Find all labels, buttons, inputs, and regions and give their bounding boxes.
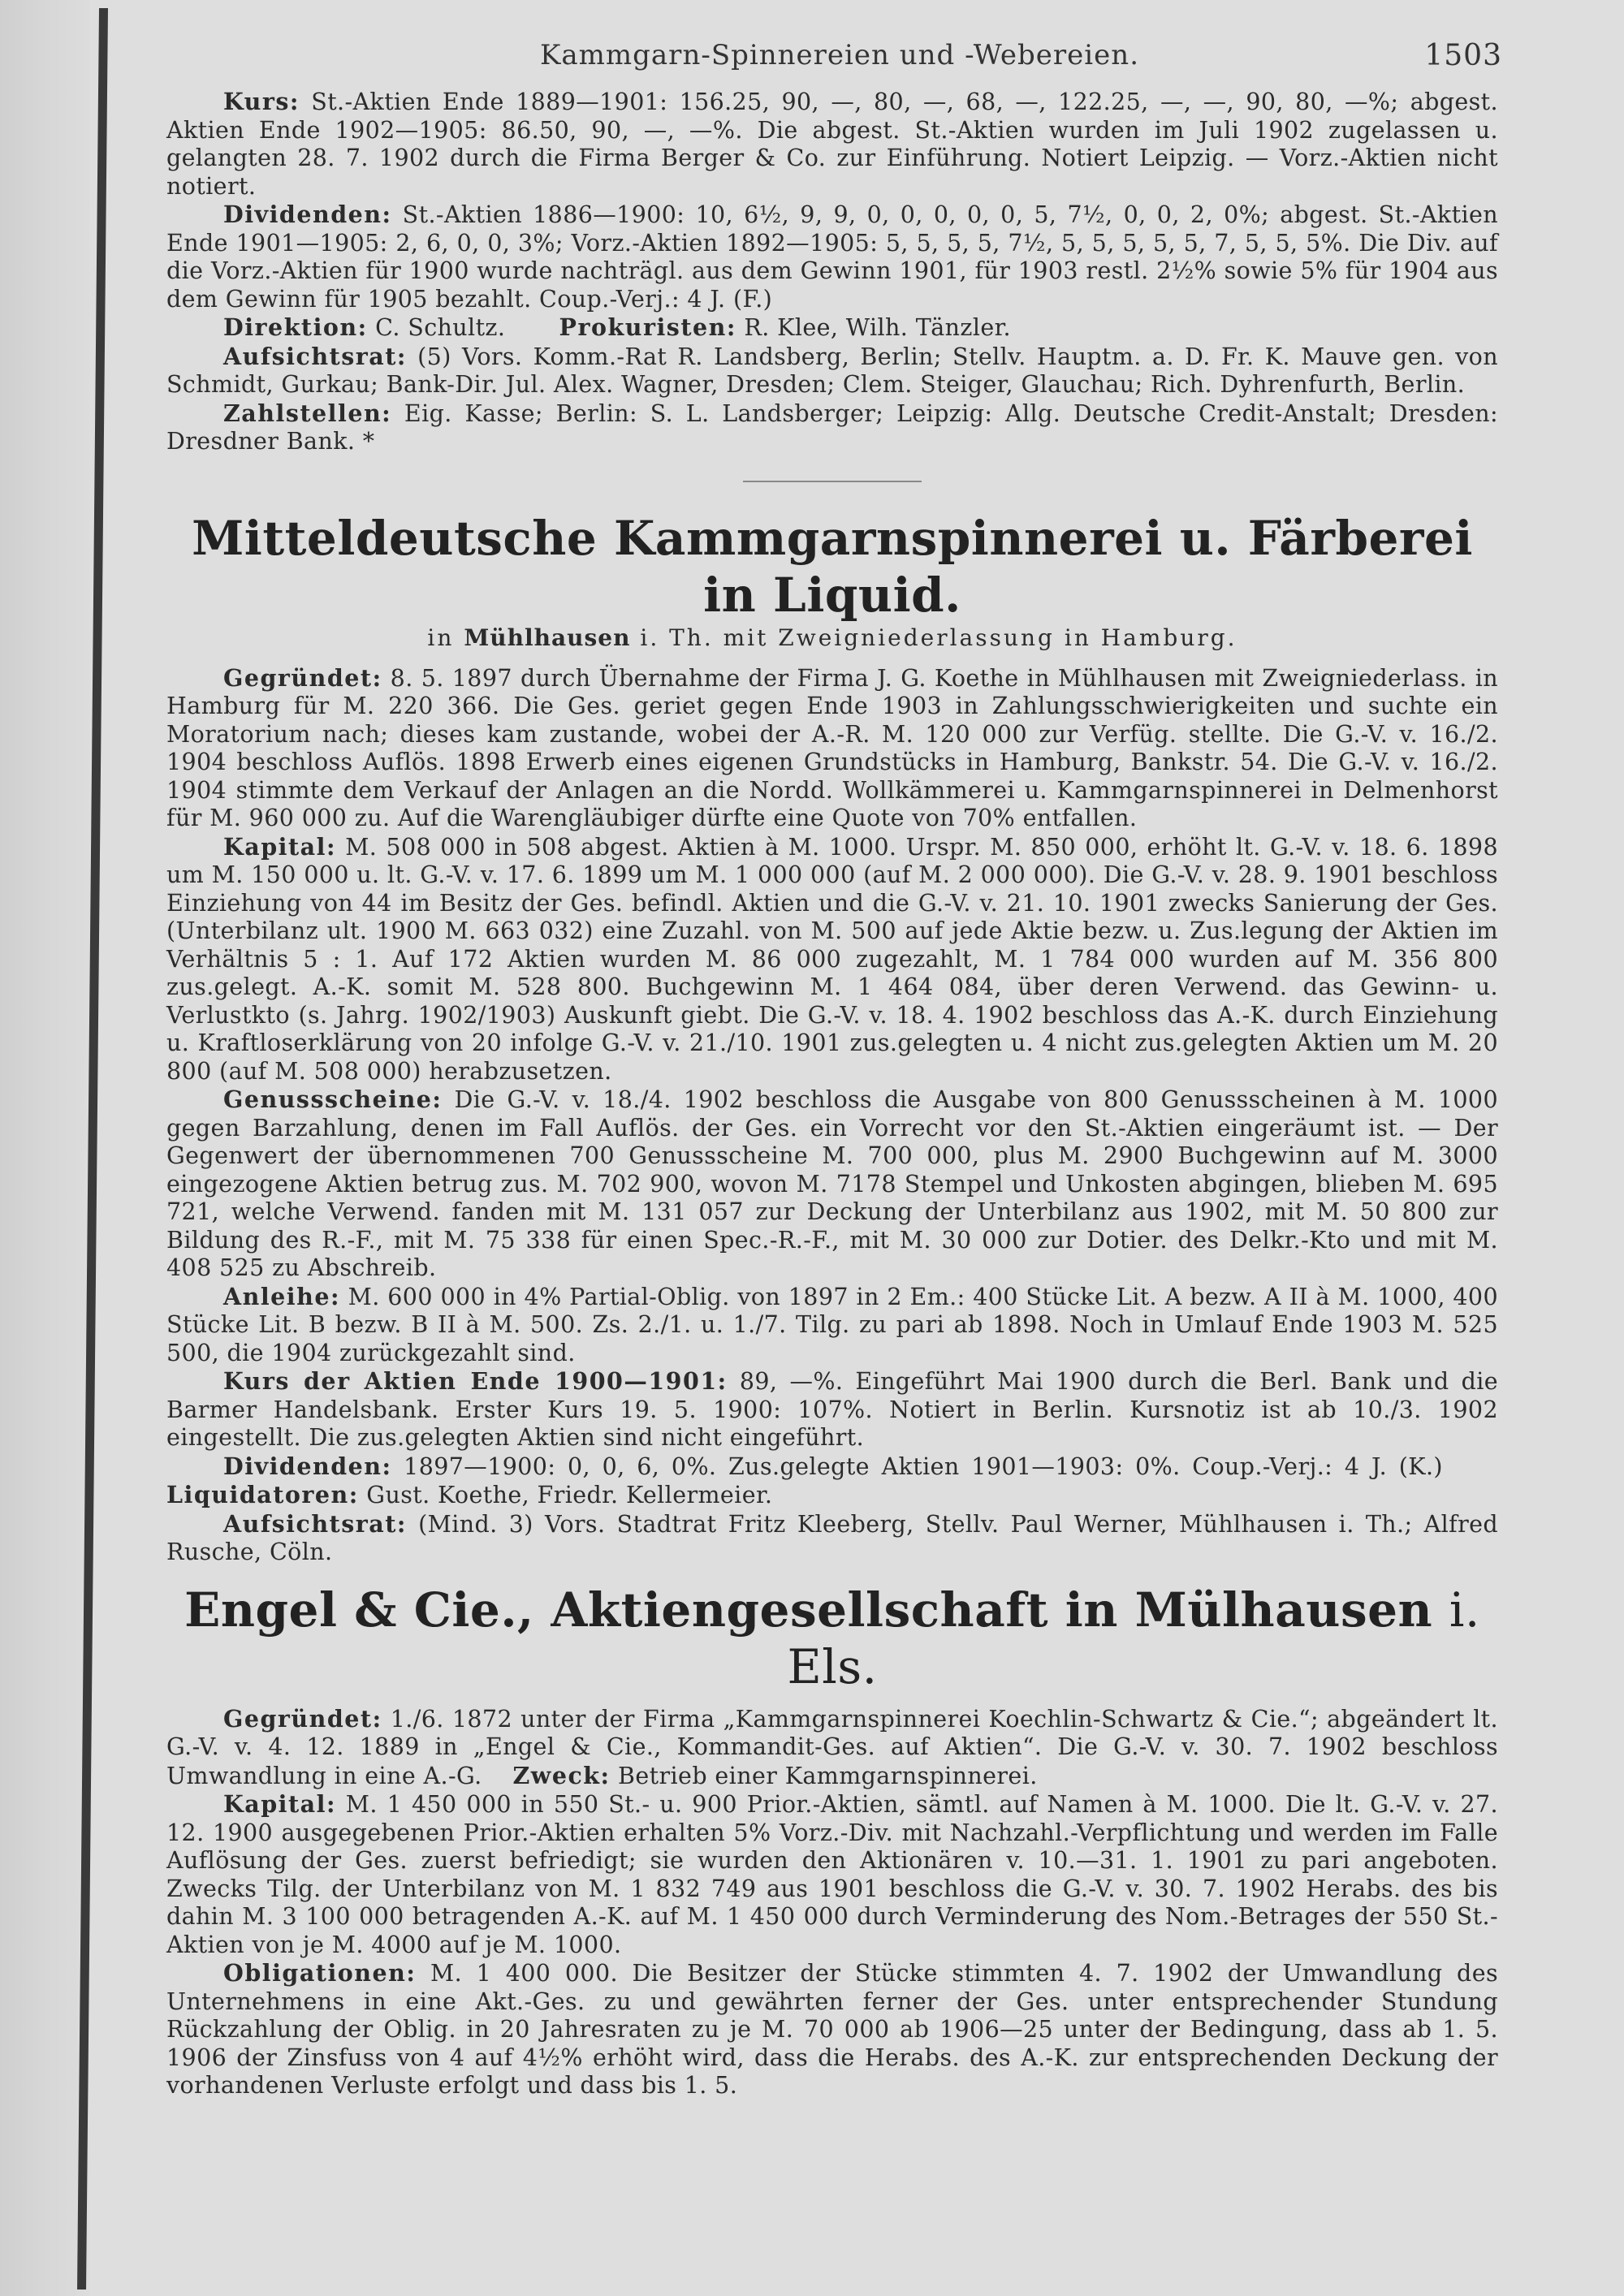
anleihe-paragraph [166, 1283, 1498, 1368]
prokuristen-label: Prokuristen: [559, 313, 736, 341]
company3-heading [166, 1582, 1498, 1695]
gegruendet-paragraph [166, 664, 1498, 833]
kapital-label: Kapital: [223, 832, 336, 861]
subheading-suffix: i. Th. mit Zweigniederlassung in Hamburg. [640, 624, 1237, 651]
kurs-text: St.-Aktien Ende 1889—1901: 156.25, 90, —, 80, —, 68, —, 122.25, —, —, 90, 80, —%; abgest. Aktien Ende 1902—1905: 86.50, 90, —, —%. Die abgest. St.-Aktien wurden im Juli 1902 zugelassen u. gelangten 28. 7. 1902 durch die Firma Berger & Co. zur Einführung. Notiert Leipzig. — Vorz.-Aktien nicht notiert. [166, 88, 1498, 200]
aufsichtsrat2-text: (Mind. 3) Vors. Stadtrat Fritz Kleeberg, Stellv. Paul Werner, Mühlhausen i. Th.; Alfred Rusche, Cöln. [166, 1510, 1499, 1565]
page-number: 1503 [1424, 39, 1502, 72]
subheading-city: Mühlhausen [464, 624, 631, 651]
company-heading: Mitteldeutsche Kammgarnspinnerei u. Färberei in Liquid. [192, 510, 1473, 623]
dividenden2-paragraph [166, 1452, 1498, 1510]
gegruendet3-text: 1./6. 1872 unter der Firma „Kammgarnspinnerei Koechlin-Schwartz & Cie.“; abgeändert lt. G.-V. v. 4. 12. 1889 in „Engel & Cie., Kommandit-Ges. auf Aktien“. Die G.-V. v. 30. 7. 1902 beschloss Umwandlung in eine A.-G. [166, 1705, 1498, 1789]
binding-margin [0, 0, 89, 2296]
dividenden-text: St.-Aktien 1886—1900: 10, 6½, 9, 9, 0, 0, 0, 0, 0, 5, 7½, 0, 0, 2, 0%; abgest. St.-Aktien Ende 1901—1905: 2, 6, 0, 0, 3%; Vorz.-Aktien 1892—1905: 5, 5, 5, 5, 7½, 5, 5, 5, 5, 5, 7, 5, 5, 5%. Die Div. auf die Vorz.-Aktien für 1900 wurde nachträgl. aus dem Gewinn 1901, für 1903 restl. 2½% sowie 5% für 1904 aus dem Gewinn für 1905 bezahlt. Coup.-Verj.: 4 J. (F.) [166, 201, 1498, 313]
page-content [166, 39, 1502, 2100]
kapital3-label: Kapital: [223, 1790, 336, 1818]
kapital3-text: M. 1 450 000 in 550 St.- u. 900 Prior.-Aktien, sämtl. auf Namen à M. 1000. Die lt. G.-V. v. 27. 12. 1900 ausgegebenen Prior.-Aktien erhalten 5% Vorz.-Div. mit Nachzahl.-Verpflichtung und werden im Falle Auflösung der Ges. zuerst befriedigt; sie wurden den Aktionären v. 10.—31. 1. 1901 zu pari angeboten. Zwecks Tilg. der Unterbilanz von M. 1 832 749 aus 1901 beschloss die G.-V. v. 30. 7. 1902 Herabs. des bis dahin M. 3 100 000 betragenden A.-K. auf M. 1 450 000 durch Verminderung des Nom.-Betrages der 550 St.-Aktien von je M. 4000 auf je M. 1000. [166, 1791, 1499, 1958]
kapital3-paragraph [166, 1790, 1498, 1959]
kurs-aktien-paragraph [166, 1367, 1498, 1452]
zweck-text: Betrieb einer Kammgarnspinnerei. [618, 1762, 1038, 1789]
direktion-paragraph [166, 313, 1498, 343]
direktion-text: C. Schultz. [375, 314, 506, 341]
subheading-prefix: in [427, 624, 455, 651]
anleihe-label: Anleihe: [223, 1282, 340, 1310]
zahlstellen-label: Zahlstellen: [223, 399, 392, 427]
kurs-label: Kurs: [223, 88, 300, 115]
kurs-aktien-label: Kurs der Aktien Ende 1900—1901: [223, 1367, 728, 1395]
company3-heading-bold: Engel & Cie., Aktiengesellschaft in Mülhausen [184, 1582, 1433, 1638]
aufsichtsrat-label: Aufsichtsrat: [223, 342, 407, 370]
anleihe-text: M. 600 000 in 4% Partial-Oblig. von 1897 in 2 Em.: 400 Stücke Lit. A bezw. A II à M. 1000, 400 Stücke Lit. B bezw. B II à M. 500. Zs. 2./1. u. 1./7. Tilg. zu pari ab 1898. Noch in Umlauf Ende 1903 M. 525 500, die 1904 zurückgezahlt sind. [166, 1283, 1498, 1366]
company3-heading-rest: i. Els. [787, 1582, 1480, 1694]
gegruendet3-label: Gegründet: [223, 1704, 382, 1733]
section-previous-company [166, 88, 1498, 456]
gegruendet-label: Gegründet: [223, 663, 382, 692]
liquidatoren-label: Liquidatoren: [166, 1481, 359, 1508]
genussscheine-paragraph [166, 1085, 1498, 1283]
genussscheine-label: Genussscheine: [223, 1085, 443, 1113]
running-head [166, 39, 1502, 88]
running-head-title: Kammgarn-Spinnereien und -Webereien. [540, 39, 1139, 71]
section-divider [743, 481, 922, 482]
company-engel [166, 1582, 1498, 2100]
company-mitteldeutsche [166, 510, 1498, 1567]
gegruendet-text: 8. 5. 1897 durch Übernahme der Firma J. G. Koethe in Mühlhausen mit Zweigniederlass. in Hamburg für M. 220 366. Die Ges. geriet gegen Ende 1903 in Zahlungsschwierigkeiten und suchte ein Moratorium nach; dieses kam zustande, wobei der A.-R. M. 120 000 zur Verfüg. stellte. Die G.-V. v. 16./2. 1904 beschloss Auflös. 1898 Erwerb eines eigenen Grundstücks in Hamburg, Bankstr. 54. Die G.-V. v. 16./2. 1904 stimmte dem Verkauf der Anlagen an die Nordd. Wollkämmerei u. Kammgarnspinnerei in Delmenhorst für M. 960 000 zu. Auf die Warengläubiger dürfte eine Quote von 70% entfallen. [166, 664, 1498, 831]
gegruendet3-paragraph [166, 1705, 1498, 1791]
dividenden-paragraph [166, 201, 1498, 313]
obligationen-text: M. 1 400 000. Die Besitzer der Stücke stimmten 4. 7. 1902 der Umwandlung des Unternehmens in eine Akt.-Ges. zu und gewährten ferner der Ges. unter entsprechender Stundung Rückzahlung der Oblig. in 20 Jahresraten zu je M. 70 000 ab 1906—25 unter der Bedingung, dass ab 1. 5. 1906 der Zinsfuss von 4 auf 4½% erhöht wird, dass die Herabs. des A.-K. zur entsprechenden Deckung der vorhandenen Verluste erfolgt und dass bis 1. 5. [166, 1960, 1498, 2099]
dividenden2-label: Dividenden: [223, 1452, 392, 1480]
aufsichtsrat2-paragraph [166, 1510, 1498, 1567]
obligationen-label: Obligationen: [223, 1959, 417, 1987]
obligationen-paragraph [166, 1959, 1498, 2100]
genussscheine-text: Die G.-V. v. 18./4. 1902 beschloss die Ausgabe von 800 Genussscheinen à M. 1000 gegen Barzahlung, denen im Fall Auflös. der Ges. ein Vorrecht vor den St.-Aktien eingeräumt ist. — Der Gegenwert der übernommenen 700 Genussscheine M. 700 000, plus M. 2900 Buchgewinn auf M. 3000 eingezogene Aktien betrug zus. M. 702 900, wovon M. 7178 Stempel und Unkosten abgingen, blieben M. 695 721, welche Verwend. fanden mit M. 131 057 zur Deckung der Unterbilanz aus 1902, mit M. 50 800 zur Bildung des R.-F., mit M. 75 338 für einen Spec.-R.-F., mit M. 30 000 zur Dotier. des Delkr.-Kto und mit M. 408 525 zu Abschreib. [166, 1086, 1498, 1281]
aufsichtsrat2-label: Aufsichtsrat: [223, 1509, 407, 1538]
kurs-paragraph [166, 88, 1498, 201]
kurs-aktien-text: 89, —%. Eingeführt Mai 1900 durch die Berl. Bank und die Barmer Handelsbank. Erster Kurs 19. 5. 1900: 107%. Notiert in Berlin. Kursnotiz ist ab 10./3. 1902 eingestellt. Die zus.gelegten Aktien sind nicht eingeführt. [166, 1368, 1499, 1451]
zahlstellen-text: Eig. Kasse; Berlin: S. L. Landsberger; Leipzig: Allg. Deutsche Credit-Anstalt; Dresden: Dresdner Bank. * [166, 399, 1498, 455]
liquidatoren-text: Gust. Koethe, Friedr. Kellermeier. [366, 1482, 773, 1508]
zweck-label: Zweck: [512, 1761, 611, 1789]
company-subheading [166, 624, 1498, 653]
kapital-text: M. 508 000 in 508 abgest. Aktien à M. 1000. Urspr. M. 850 000, erhöht lt. G.-V. v. 18. 6. 1898 um M. 150 000 u. lt. G.-V. v. 17. 6. 1899 um M. 1 000 000 (auf M. 2 000 000). Die G.-V. v. 28. 9. 1901 beschloss Einziehung von 44 im Besitz der Ges. befindl. Aktien und die G.-V. v. 21. 10. 1901 zwecks Sanierung der Ges. (Unterbilanz ult. 1900 M. 663 032) eine Zuzahl. von M. 500 auf jede Aktie bezw. u. Zus.legung der Aktien im Verhältnis 5 : 1. Auf 172 Aktien wurden M. 86 000 zugezahlt, M. 1 784 000 wurden auf M. 356 800 zus.gelegt. A.-K. somit M. 528 800. Buchgewinn M. 1 464 084, über deren Verwend. das Gewinn- u. Verlustkto (s. Jahrg. 1902/1903) Auskunft giebt. Die G.-V. v. 18. 4. 1902 beschloss das A.-K. durch Einziehung u. Kraftloserklärung von 20 infolge G.-V. v. 21./10. 1901 zus.gelegten u. 4 nicht zus.gelegten Aktien um M. 20 800 (auf M. 508 000) herabzusetzen. [166, 833, 1498, 1085]
direktion-label: Direktion: [223, 313, 368, 341]
aufsichtsrat-paragraph [166, 343, 1498, 399]
dividenden-label: Dividenden: [223, 201, 392, 228]
zahlstellen-paragraph [166, 399, 1498, 456]
aufsichtsrat-text: (5) Vors. Komm.-Rat R. Landsberg, Berlin; Stellv. Hauptm. a. D. Fr. K. Mauve gen. von Schmidt, Gurkau; Bank-Dir. Jul. Alex. Wagner, Dresden; Clem. Steiger, Glauchau; Rich. Dyhrenfurth, Berlin. [166, 343, 1498, 398]
dividenden2-text: 1897—1900: 0, 0, 6, 0%. Zus.gelegte Aktien 1901—1903: 0%. Coup.-Verj.: 4 J. (K.) [404, 1452, 1443, 1480]
prokuristen-text: R. Klee, Wilh. Tänzler. [744, 314, 1011, 341]
kapital-paragraph [166, 833, 1498, 1086]
